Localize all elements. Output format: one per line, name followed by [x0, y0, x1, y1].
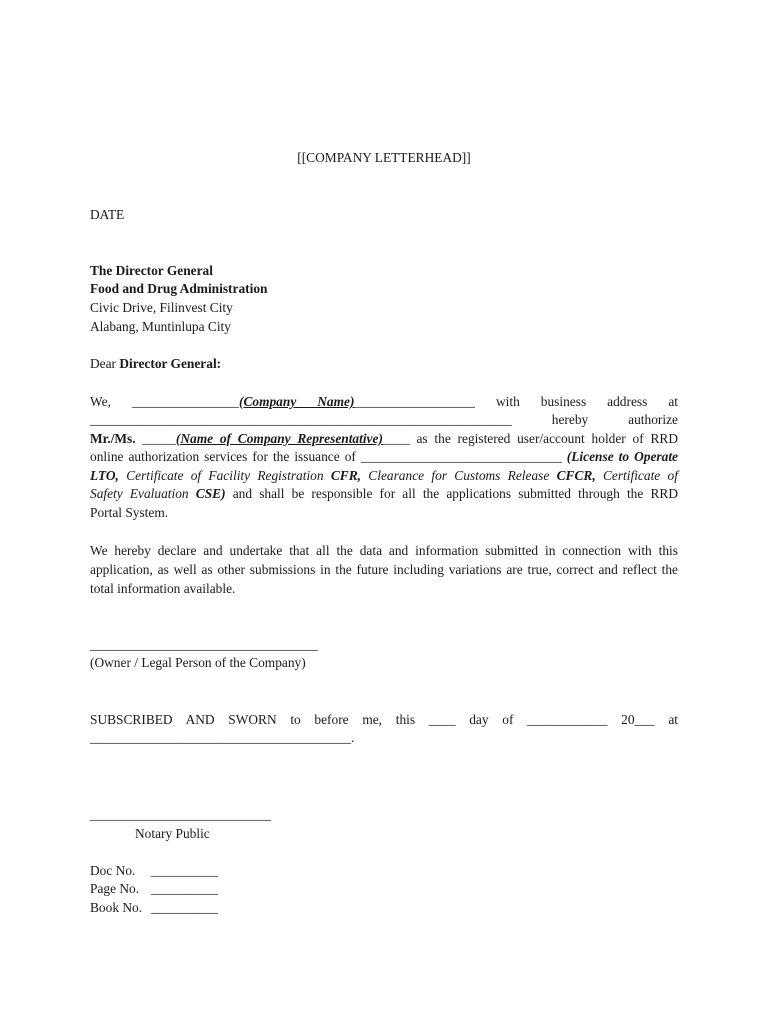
signature-line: __________________________________: [90, 637, 318, 652]
para1-line3: [90, 430, 678, 449]
date-placeholder: DATE: [90, 207, 125, 222]
para1-line3-rest: as the registered user/account holder of RRD: [416, 431, 679, 446]
blank-company-post: __________________: [354, 394, 475, 409]
to-word: to: [290, 712, 301, 727]
salutation: [90, 355, 221, 373]
cse-abbr: CSE): [195, 486, 226, 501]
book-no-label: Book No.: [90, 900, 143, 915]
para1-line1: [90, 393, 678, 412]
para2-line2: application, as well as other submissions in the future including variations are true, correct and reflect the: [90, 562, 678, 577]
para1-line6: [90, 485, 678, 504]
doc-no-blank: __________: [151, 863, 218, 878]
blank-month: ____________: [527, 712, 608, 727]
signature-caption: (Owner / Legal Person of the Company): [90, 655, 306, 670]
para2-line3: total information available.: [90, 581, 236, 596]
blank-rep-pre: _____: [142, 431, 176, 446]
cert-facility: Certificate of Facility Registration: [126, 468, 324, 483]
and-word: AND: [185, 712, 215, 727]
company-name-field: (Company Name): [238, 394, 355, 409]
at-word-2: at: [668, 712, 678, 727]
addressee-title: The Director General: [90, 263, 213, 278]
with-word: with: [495, 394, 520, 409]
notary-caption: Notary Public: [135, 826, 210, 841]
para1-line4: [90, 448, 678, 467]
para2-line1: We hereby declare and undertake that all the data and information submitted in connection with this: [90, 543, 678, 558]
me-word: me,: [362, 712, 383, 727]
letterhead-placeholder: [[COMPANY LETTERHEAD]]: [297, 150, 471, 165]
address-word: address: [607, 394, 648, 409]
para1-line6-rest: and shall be responsible for all the applications submitted through the RRD: [232, 486, 678, 501]
of-word: of: [502, 712, 514, 727]
book-no-blank: __________: [151, 900, 218, 915]
para1-line4-text: online authorization services for the issuance of: [90, 449, 356, 464]
blank-company-pre: ________________: [131, 394, 239, 409]
blank-issuance: ______________________________: [360, 449, 562, 464]
cert-of: Certificate of: [602, 468, 678, 483]
before-word: before: [314, 712, 349, 727]
business-word: business: [540, 394, 587, 409]
addressee-street: Civic Drive, Filinvest City: [90, 300, 233, 315]
addressee-city: Alabang, Muntinlupa City: [90, 319, 231, 334]
safety-evaluation: Safety Evaluation: [90, 486, 189, 501]
hereby-authorize: hereby authorize: [551, 412, 678, 427]
subscribed-word: SUBSCRIBED: [90, 712, 173, 727]
lto-abbr: LTO,: [90, 468, 119, 483]
notary-line: ___________________________: [90, 807, 271, 822]
addressee-org: Food and Drug Administration: [90, 281, 268, 296]
page-no-label: Page No.: [90, 881, 140, 896]
para1-line7: Portal System.: [90, 505, 169, 520]
day-word: day: [469, 712, 489, 727]
this-word: this: [395, 712, 416, 727]
representative-field: (Name of Company Representative): [175, 431, 383, 446]
sworn-word: SWORN: [228, 712, 277, 727]
para1-line2: [90, 411, 678, 430]
cfr-abbr: CFR,: [330, 468, 362, 483]
salutation-name: Director General:: [119, 356, 222, 371]
blank-address: _______________________________________________________________: [90, 412, 512, 427]
page-no-blank: __________: [151, 881, 218, 896]
sworn-line2: _______________________________________.: [90, 730, 355, 745]
we-word: We,: [90, 394, 111, 409]
blank-day: ____: [428, 712, 456, 727]
doc-no-label: Doc No.: [90, 863, 136, 878]
lto-label: (License to Operate: [566, 449, 678, 464]
blank-rep-post: ____: [382, 431, 410, 446]
sworn-line1: [90, 711, 678, 730]
para1-line5: [90, 467, 678, 486]
salutation-prefix: Dear: [90, 356, 120, 371]
at-word: at: [668, 394, 678, 409]
mr-ms: Mr./Ms.: [90, 431, 136, 446]
year-field: 20___: [621, 712, 655, 727]
cfcr-abbr: CFCR,: [556, 468, 596, 483]
clearance-customs: Clearance for Customs Release: [368, 468, 550, 483]
